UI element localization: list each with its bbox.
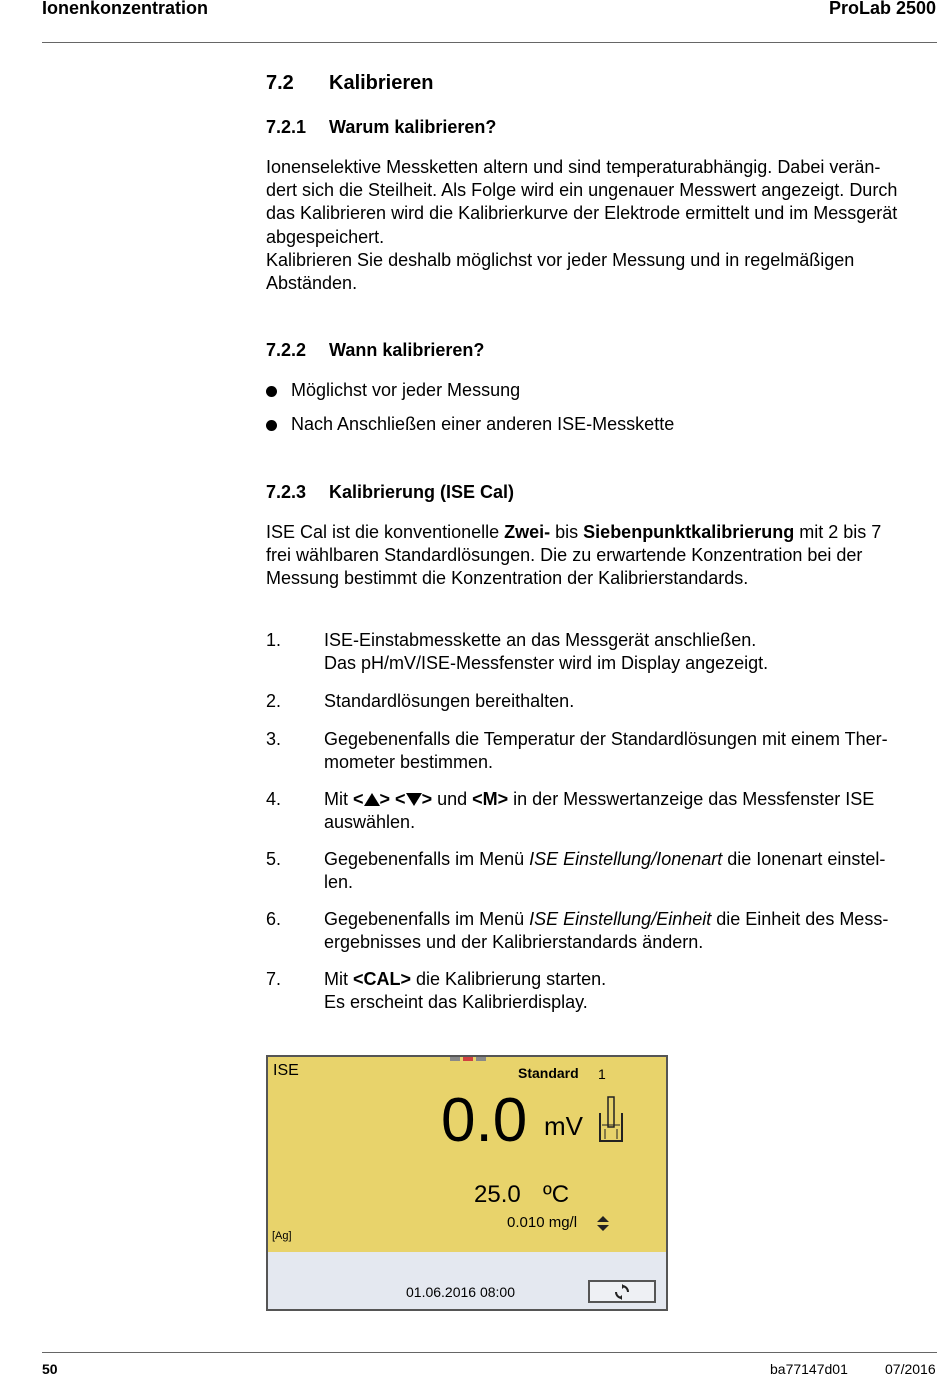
battery-indicator-icon bbox=[450, 1057, 486, 1061]
ion-type-label: [Ag] bbox=[272, 1230, 292, 1242]
step-number: 6. bbox=[266, 909, 282, 929]
concentration-value: 0.010 mg/l bbox=[507, 1214, 578, 1231]
step-item bbox=[266, 728, 936, 774]
text-run: die Ionenart einstel- bbox=[722, 849, 886, 869]
step-item bbox=[266, 968, 936, 1014]
paragraph-why bbox=[266, 156, 936, 295]
footer-rule bbox=[42, 1352, 937, 1353]
measured-unit: mV bbox=[544, 1111, 583, 1141]
step-text: Standardlösungen bereithalten. bbox=[324, 691, 575, 711]
text-line: frei wählbaren Standardlösungen. Die zu erwartende Konzentration bei der bbox=[266, 545, 863, 566]
step-text bbox=[324, 968, 936, 991]
text-line: Abständen. bbox=[266, 273, 358, 294]
step-number: 7. bbox=[266, 969, 282, 989]
electrode-beaker-icon bbox=[596, 1095, 626, 1145]
text-line: Messung bestimmt die Konzentration der Kalibrierstandards. bbox=[266, 568, 749, 589]
key-m: <M> bbox=[472, 789, 509, 809]
running-header-right: ProLab 2500 bbox=[828, 0, 936, 18]
subsection-heading-1 bbox=[266, 117, 496, 138]
step-text: ergebnisses und der Kalibrierstandards ändern. bbox=[324, 932, 704, 953]
status-bar bbox=[268, 1252, 666, 1311]
subsection-heading-3 bbox=[266, 482, 514, 503]
text-run: Mit bbox=[324, 969, 353, 989]
text-line: Kalibrieren Sie deshalb möglichst vor jeder Messung und in regelmäßigen bbox=[266, 249, 855, 270]
key-cal: <CAL> bbox=[353, 969, 412, 989]
step-number: 5. bbox=[266, 849, 282, 869]
arrow-up-key-icon bbox=[364, 793, 380, 806]
arrow-down-key-icon bbox=[406, 793, 422, 806]
document-id: ba77147d01 bbox=[770, 1361, 848, 1377]
bullet-text: Möglichst vor jeder Messung bbox=[291, 380, 521, 400]
bullet-item bbox=[266, 414, 936, 438]
step-text: ISE-Einstabmesskette an das Messgerät anschließen. bbox=[324, 630, 757, 650]
page-number: 50 bbox=[42, 1361, 58, 1377]
subsection-heading-2 bbox=[266, 340, 484, 361]
menu-path: ISE Einstellung/Einheit bbox=[529, 909, 712, 929]
text-run: in der Messwertanzeige das Messfenster ISE bbox=[508, 789, 875, 809]
text-run: Gegebenenfalls im Menü bbox=[324, 909, 530, 929]
subsection-number-1: 7.2.1 bbox=[266, 117, 307, 137]
text-run: die Einheit des Mess- bbox=[711, 909, 889, 929]
subsection-number-2: 7.2.2 bbox=[266, 340, 307, 360]
step-text: Es erscheint das Kalibrierdisplay. bbox=[324, 992, 588, 1013]
step-text bbox=[324, 848, 936, 871]
bullet-text: Nach Anschließen einer anderen ISE-Messkette bbox=[291, 414, 675, 434]
document-date: 07/2016 bbox=[885, 1361, 936, 1377]
step-text: auswählen. bbox=[324, 812, 416, 833]
text-line: dert sich die Steilheit. Als Folge wird ein ungenauer Messwert angezeigt. Durch bbox=[266, 180, 898, 201]
temperature-value: 25.0 bbox=[474, 1181, 521, 1208]
calibration-display bbox=[266, 1055, 668, 1311]
temperature-unit: ºC bbox=[543, 1181, 570, 1208]
paragraph-ise-cal bbox=[266, 521, 936, 591]
section-number: 7.2 bbox=[266, 72, 294, 94]
step-text bbox=[324, 788, 936, 811]
bold-term: Zwei- bbox=[504, 522, 551, 542]
text-run: ISE Cal ist die konventionelle bbox=[266, 522, 505, 542]
step-number: 1. bbox=[266, 630, 282, 650]
step-number: 4. bbox=[266, 789, 282, 809]
measure-mode-label: ISE bbox=[273, 1062, 299, 1079]
subsection-title-2: Wann kalibrieren? bbox=[329, 340, 485, 360]
step-text: Das pH/mV/ISE-Messfenster wird im Display angezeigt. bbox=[324, 653, 769, 674]
step-item bbox=[266, 788, 936, 834]
step-item bbox=[266, 629, 936, 675]
text-line: abgespeichert. bbox=[266, 226, 385, 247]
key-bracket: > bbox=[379, 789, 391, 809]
step-text: len. bbox=[324, 872, 354, 893]
running-header-left: Ionenkonzentration bbox=[42, 0, 208, 18]
bullet-dot-icon bbox=[266, 420, 277, 431]
key-bracket: > bbox=[421, 789, 433, 809]
measured-value: 0.0 bbox=[441, 1086, 528, 1155]
text-line bbox=[266, 521, 936, 544]
bullet-item bbox=[266, 380, 936, 404]
step-number: 3. bbox=[266, 729, 282, 749]
refresh-icon bbox=[614, 1284, 630, 1300]
step-item bbox=[266, 848, 936, 894]
key-bracket: < bbox=[353, 789, 364, 809]
step-item bbox=[266, 690, 936, 713]
section-title: Kalibrieren bbox=[329, 72, 434, 94]
step-item bbox=[266, 908, 936, 954]
section-heading bbox=[266, 72, 433, 95]
bold-term: Siebenpunktkalibrierung bbox=[583, 522, 795, 542]
text-run: bis bbox=[550, 522, 584, 542]
step-text: Gegebenenfalls die Temperatur der Standardlösungen mit einem Ther- bbox=[324, 729, 888, 749]
refresh-softkey-button[interactable] bbox=[588, 1280, 656, 1303]
step-number: 2. bbox=[266, 691, 282, 711]
date-time: 01.06.2016 08:00 bbox=[406, 1284, 515, 1300]
key-bracket: < bbox=[395, 789, 406, 809]
text-run: Gegebenenfalls im Menü bbox=[324, 849, 530, 869]
text-run: und bbox=[432, 789, 473, 809]
step-text bbox=[324, 908, 936, 931]
subsection-title-1: Warum kalibrieren? bbox=[329, 117, 497, 137]
subsection-title-3: Kalibrierung (ISE Cal) bbox=[329, 482, 515, 502]
text-run: mit 2 bis 7 bbox=[794, 522, 882, 542]
text-run: die Kalibrierung starten. bbox=[411, 969, 607, 989]
menu-path: ISE Einstellung/Ionenart bbox=[529, 849, 723, 869]
text-run: Mit bbox=[324, 789, 353, 809]
standard-number: 1 bbox=[598, 1066, 606, 1082]
up-down-arrows-icon bbox=[597, 1216, 609, 1232]
standard-label: Standard bbox=[518, 1065, 579, 1081]
bullet-dot-icon bbox=[266, 386, 277, 397]
header-rule bbox=[42, 42, 937, 43]
text-line: das Kalibrieren wird die Kalibrierkurve der Elektrode ermittelt und im Messgerät bbox=[266, 203, 898, 224]
step-text: mometer bestimmen. bbox=[324, 752, 494, 773]
text-line: Ionenselektive Messketten altern und sind temperaturabhängig. Dabei verän- bbox=[266, 157, 881, 177]
subsection-number-3: 7.2.3 bbox=[266, 482, 307, 502]
